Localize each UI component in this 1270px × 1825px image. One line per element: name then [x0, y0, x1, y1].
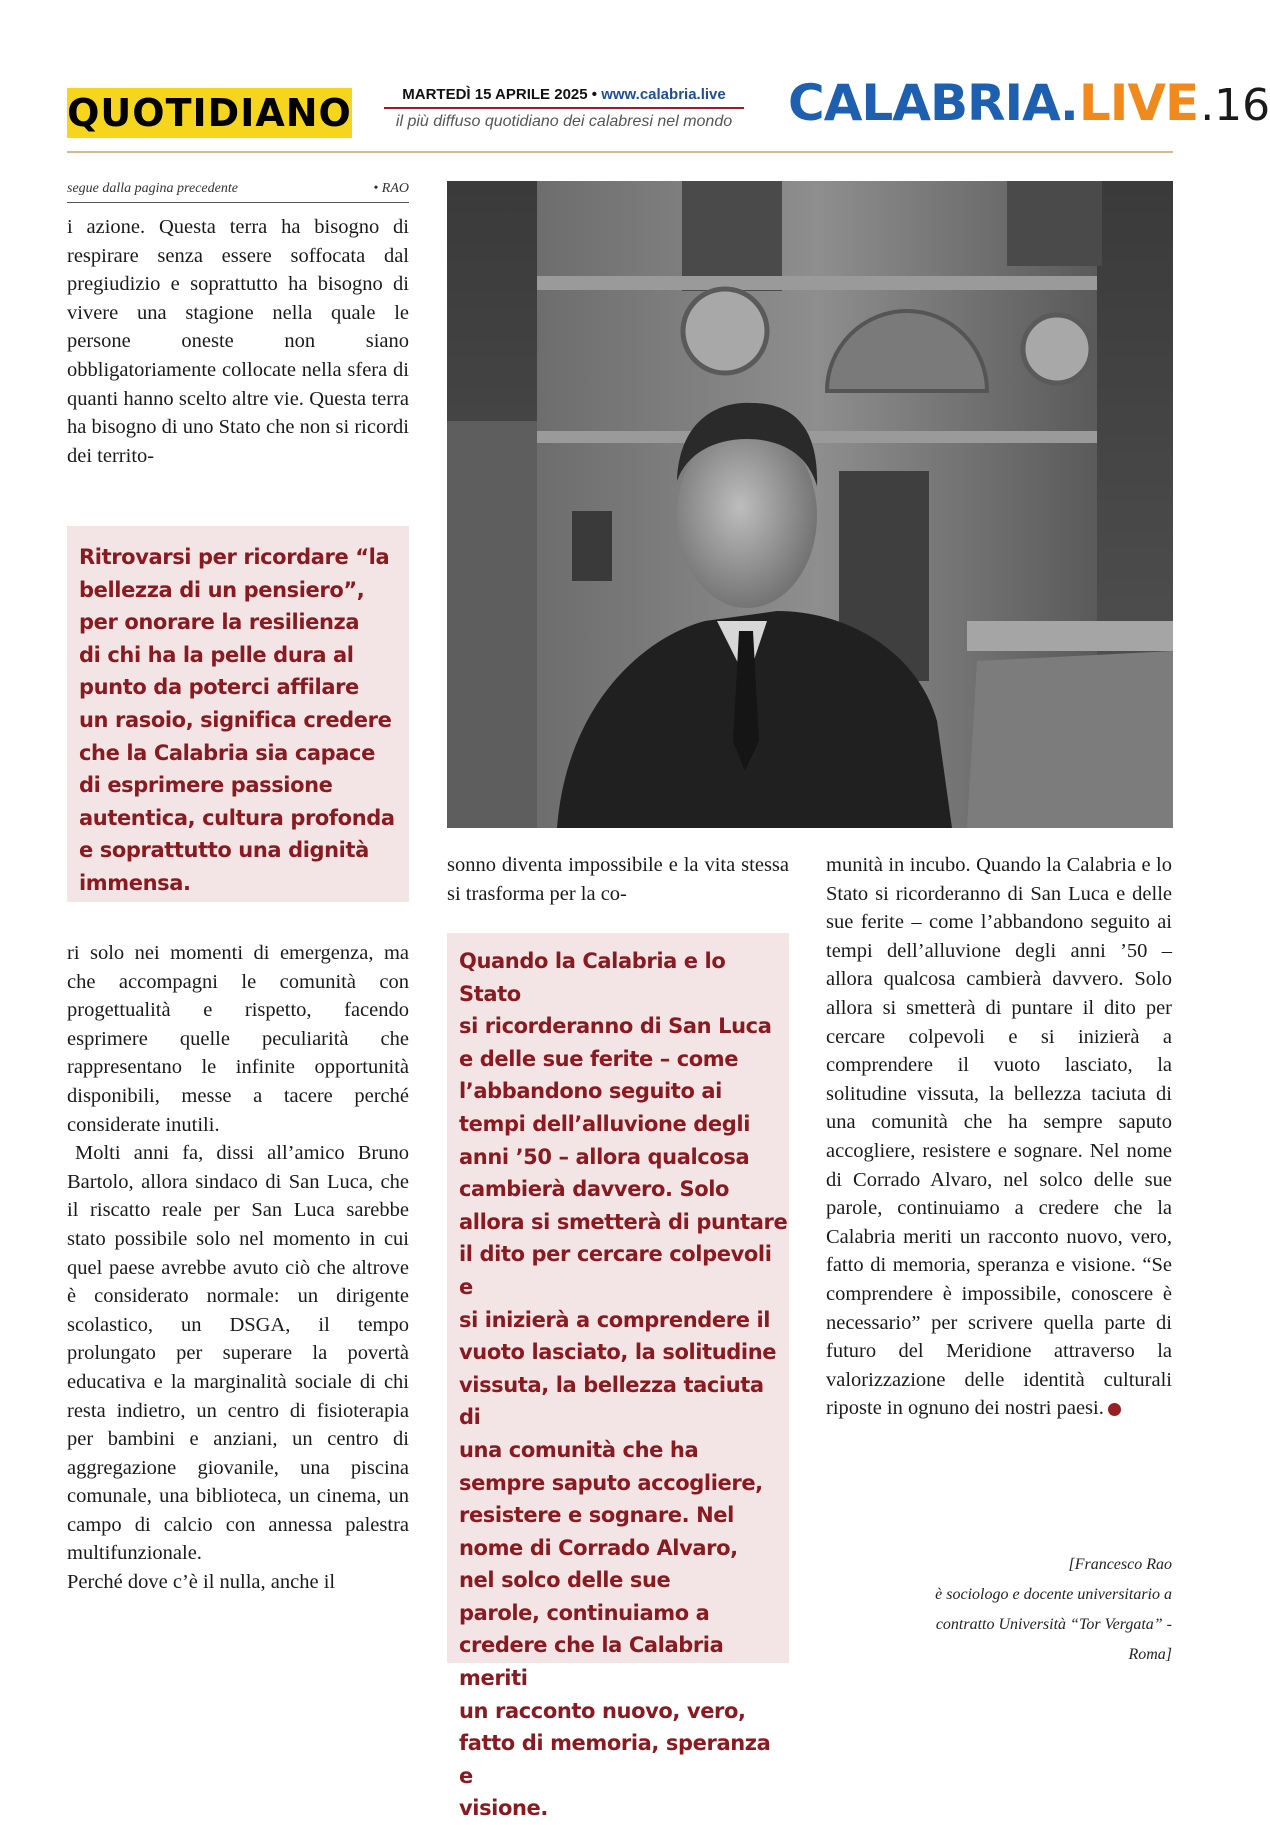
tagline: il più diffuso quotidiano dei calabresi nel mondo: [395, 113, 733, 130]
paragraph: ri solo nei momenti di emergenza, ma che accompagni le comunità con progettualità e rispetto, facendo esprimere quelle peculiarità che rappresentano le infinite opportunità disponibili, messe a tacere perché considerate inutili.: [67, 942, 409, 1136]
column-3-text: [826, 851, 1172, 1423]
pull-quote-line: che la Calabria sia capace: [79, 740, 375, 765]
pull-quote-line: di esprimere passione: [79, 773, 333, 798]
pull-quote-line: autentica, cultura profonda: [79, 805, 395, 830]
continuation-rule: [67, 202, 409, 203]
pull-quote-line: una comunità che ha: [459, 1437, 699, 1462]
paragraph: sonno diventa impossibile e la vita stessa si trasforma per la co-: [447, 854, 789, 905]
pull-quote-line: tempi dell’alluvione degli: [459, 1111, 750, 1136]
pull-quote-line: vuoto lasciato, la solitudine: [459, 1340, 777, 1365]
logo-dot: .: [1059, 74, 1079, 132]
page-number: .16: [1200, 80, 1270, 131]
pull-quote-line: un racconto nuovo, vero,: [459, 1698, 746, 1723]
pull-quote-line: cambierà davvero. Solo: [459, 1177, 730, 1202]
byline-line: è sociologo e docente universitario a: [935, 1586, 1172, 1603]
pull-quote-line: bellezza di un pensiero”,: [79, 577, 365, 602]
quotidiano-logo-text: QUOTIDIANO: [67, 91, 352, 135]
pull-quote-1: [67, 526, 409, 902]
pull-quote-line: nel solco delle sue: [459, 1568, 671, 1593]
pull-quote-line: resistere e sognare. Nel: [459, 1503, 734, 1528]
pull-quote-line: visione.: [459, 1796, 548, 1821]
issue-date: MARTEDÌ 15 APRILE 2025: [402, 86, 588, 103]
pull-quote-line: punto da poterci affilare: [79, 675, 359, 700]
pull-quote-line: credere che la Calabria meriti: [459, 1633, 724, 1691]
pull-quote-line: il dito per cercare colpevoli e: [459, 1242, 772, 1299]
continuation-row: [67, 181, 409, 197]
author-byline: [826, 1550, 1172, 1670]
logo-calabria: CALABRIA: [788, 74, 1060, 132]
issue-date-line: [384, 86, 744, 103]
pull-quote-line: Ritrovarsi per ricordare “la: [79, 545, 390, 569]
pull-quote-line: allora si smetterà di puntare: [459, 1209, 788, 1234]
byline-line: Roma]: [1128, 1646, 1172, 1663]
photo-illustration: [447, 181, 1173, 828]
pull-quote-line: parole, continuiamo a: [459, 1600, 710, 1625]
website-link[interactable]: www.calabria.live: [601, 86, 726, 103]
column-2-text: [447, 851, 789, 908]
pull-quote-line: di chi ha la pelle dura al: [79, 642, 354, 667]
pull-quote-line: per onorare la resilienza: [79, 610, 360, 635]
paragraph: Perché dove c’è il nulla, anche il: [67, 1571, 336, 1594]
pull-quote-line: Quando la Calabria e lo Stato: [459, 949, 726, 1006]
date-separator: •: [591, 86, 598, 103]
quotidiano-logo: [67, 88, 352, 138]
pull-quote-line: immensa.: [79, 870, 191, 895]
corrado-alvaro-photo: [447, 181, 1173, 828]
pull-quote-line: l’abbandono seguito ai: [459, 1079, 722, 1104]
paragraph: Molti anni fa, dissi all’amico Bruno Bartolo, allora sindaco di San Luca, che il riscatto reale per San Luca sarebbe stato possibile solo nel momento in cui quel paese avrebbe avuto ciò che altrove è considerato normale: un dirigente scolastico, un DSGA, il tempo prolungato per superare la povertà educativa e la marginalità sociale di chi resta indietro, un centro di fisioterapia per bambini e anziani, un centro di aggregazione giovanile, una piscina comunale, una biblioteca, un cinema, un campo di calcio con annessa palestra multifunzionale.: [67, 1142, 409, 1565]
column-1-top: [67, 213, 409, 470]
calabria-live-logo: [788, 74, 1270, 132]
masthead-divider: [384, 107, 744, 109]
byline-line: contratto Università “Tor Vergata” -: [935, 1616, 1172, 1633]
masthead-info: [384, 86, 744, 131]
pull-quote-line: e delle sue ferite – come: [459, 1046, 739, 1071]
pull-quote-line: si inizierà a comprendere il: [459, 1307, 771, 1332]
header-rule: [67, 151, 1173, 153]
logo-live: LIVE: [1078, 74, 1199, 132]
pull-quote-line: un rasoio, significa credere: [79, 707, 392, 732]
byline-line: [Francesco Rao: [1068, 1556, 1172, 1573]
pull-quote-1-text: [67, 526, 409, 900]
pull-quote-line: nome di Corrado Alvaro,: [459, 1535, 738, 1560]
paragraph: i azione. Questa terra ha bisogno di respirare senza essere soffocata dal pregiudizio e soprattutto ha bisogno di vivere una stagione nella quale le persone oneste non siano obbligatoriamente collocate nella sfera di quanti hanno scelto altre vie. Questa terra ha bisogno di uno Stato che non si ricordi dei territo-: [67, 216, 409, 467]
paragraph-text: munità in incubo. Quando la Calabria e lo Stato si ricorderanno di San Luca e delle sue ferite – come l’abbandono seguito ai tempi dell’alluvione degli anni ’50 – allora qualcosa cambierà davvero. Solo allora si smetterà di puntare il dito per cercare colpevoli e si inizierà a comprendere il vuoto lasciato, la solitudine vissuta, la bellezza taciuta di una comunità che ha sempre saputo accogliere, resistere e sognare. Nel nome di Corrado Alvaro, nel solco delle sue parole, continuiamo a credere che la Calabria meriti un racconto nuovo, vero, fatto di memoria, speranza e visione. “Se comprendere è impossibile, conoscere è necessario” per scrivere quella parte di futuro del Meridione attraverso la valorizzazione delle identità culturali riposte in ognuno dei nostri paesi.: [826, 854, 1172, 1420]
pull-quote-line: sempre saputo accogliere,: [459, 1470, 763, 1495]
pull-quote-line: fatto di memoria, speranza e: [459, 1731, 771, 1788]
author-tag: • RAO: [373, 181, 409, 196]
pull-quote-line: e soprattutto una dignità: [79, 838, 369, 863]
end-bullet-icon: [1108, 1403, 1121, 1416]
pull-quote-line: si ricorderanno di San Luca: [459, 1014, 772, 1039]
continued-label: segue dalla pagina precedente: [67, 181, 238, 196]
paragraph: [826, 851, 1172, 1423]
pull-quote-2-text: [447, 933, 789, 1825]
pull-quote-line: anni ’50 – allora qualcosa: [459, 1144, 750, 1169]
column-1-bottom: [67, 939, 409, 1597]
pull-quote-line: vissuta, la bellezza taciuta di: [459, 1372, 764, 1430]
pull-quote-2: [447, 933, 789, 1821]
